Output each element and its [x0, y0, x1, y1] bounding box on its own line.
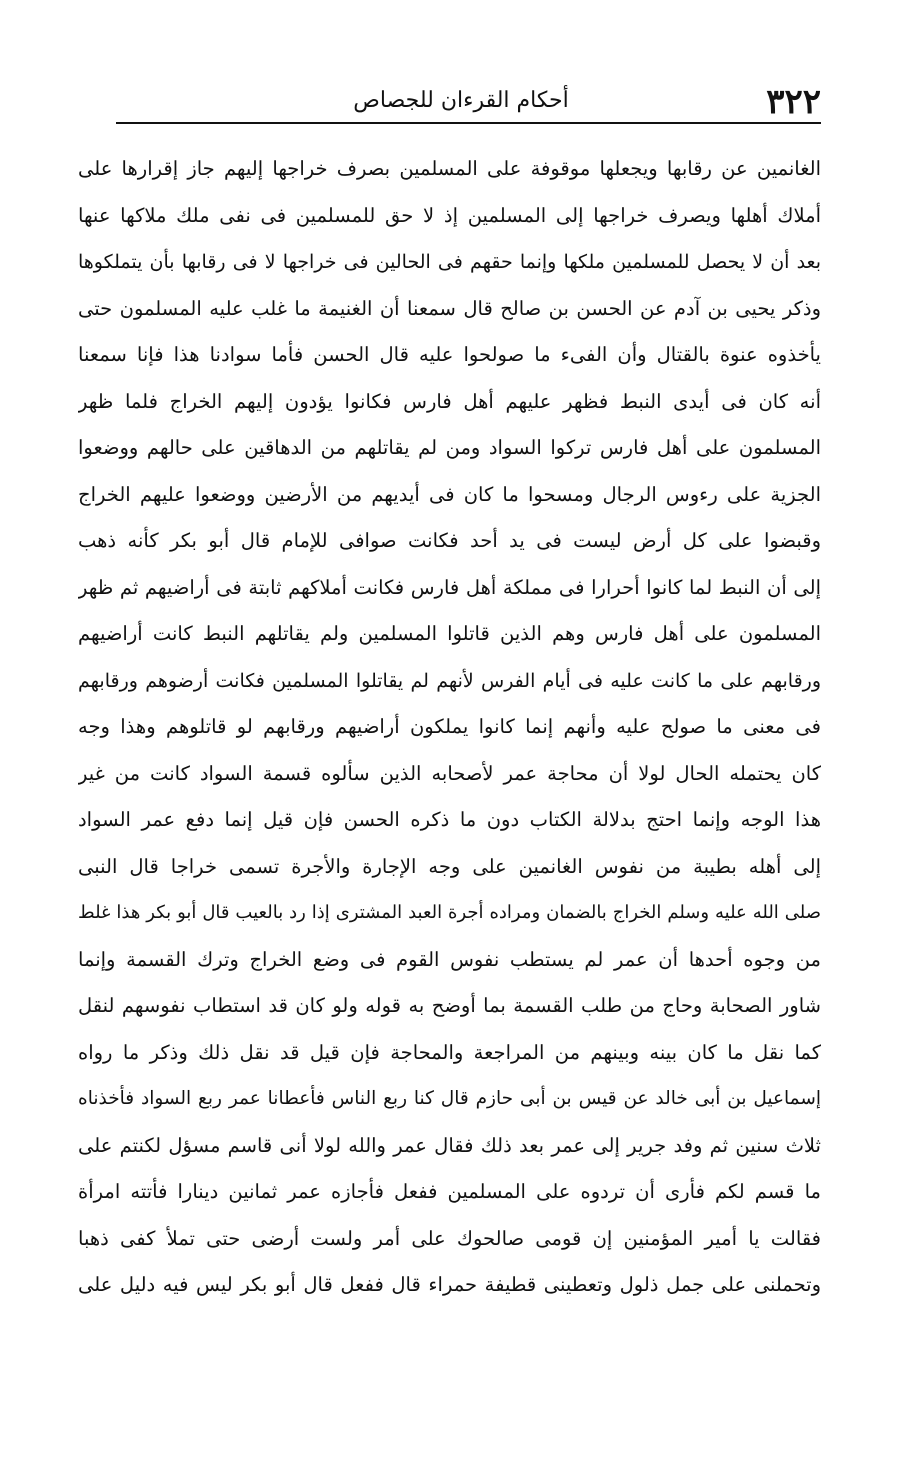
text-line: إسماعيل بن أبى خالد عن قيس بن أبى حازم قال كنا ربع الناس فأعطانا عمر ربع السواد فأخذناه — [78, 1088, 821, 1109]
text-line: كان يحتمله الحال لولا أن محاجة عمر لأصحابه الذين سألوه قسمة السواد كانت من غير — [78, 761, 821, 785]
text-line: ثلاث سنين ثم وفد جرير إلى عمر بعد ذلك فقال عمر والله لولا أنى قاسم مسؤل لكنتم على — [78, 1133, 821, 1157]
page-number: ٣٢٢ — [766, 82, 821, 122]
text-line: بعد أن لا يحصل للمسلمين ملكها وإنما حقهم فى الحالين فى خراجها لا فى رقابها بأن يتملكوها — [78, 251, 821, 273]
text-line: فقالت يا أمير المؤمنين إن قومى صالحوك على أمر ولست أرضى حتى تملأ كفى ذهبا — [78, 1226, 821, 1250]
text-line: ما قسم لكم فأرى أن تردوه على المسلمين ففعل فأجازه عمر ثمانين دينارا فأتته امرأة — [78, 1180, 821, 1203]
text-line: إلى أن النبط لما كانوا أحرارا فى مملكة أهل فارس فكانت أملاكهم ثابتة فى أراضيهم ثم ظهر — [78, 575, 821, 599]
text-line: وتحملنى على جمل ذلول وتعطينى قطيفة حمراء قال ففعل قال أبو بكر ليس فيه دليل على — [78, 1273, 821, 1296]
text-line: فى معنى ما صولح عليه وأنهم إنما كانوا يملكون أراضيهم ورقابهم لو قاتلوهم وهذا وجه — [78, 715, 821, 738]
header-rule — [116, 122, 821, 124]
body-text — [78, 146, 821, 1309]
page-header — [116, 70, 821, 122]
text-line: ورقابهم على ما كانت عليه فى أيام الفرس لأنهم لم يقاتلوا المسلمين فكانت أرضوهم ورقابهم — [78, 669, 821, 692]
text-line: إلى أهله بطيبة من نفوس الغانمين على وجه الإجارة والأجرة تسمى خراجا قال النبى — [78, 854, 821, 878]
text-line: وقبضوا على كل أرض ليست فى يد أحد فكانت صوافى للإمام قال أبو بكر كأنه ذهب — [78, 529, 821, 552]
text-line: يأخذوه عنوة بالقتال وأن الفىء ما صولحوا عليه قال الحسن فأما سوادنا هذا فإنا سمعنا — [78, 343, 821, 366]
text-line: هذا الوجه وإنما احتج بدلالة الكتاب دون ما ذكره الحسن فإن قيل إنما دفع عمر السواد — [78, 808, 821, 831]
text-line: أملاك أهلها ويصرف خراجها إلى المسلمين إذ لا حق للمسلمين فى نفى ملك ملاكها عنها — [78, 203, 821, 227]
text-line: من وجوه أحدها أن عمر لم يستطب نفوس القوم فى وضع الخراج وترك القسمة وإنما — [78, 947, 821, 971]
text-line: شاور الصحابة وحاج من طلب القسمة بما أوضح به قوله ولو كان قد استطاب نفوسهم لنقل — [78, 994, 821, 1017]
running-title: أحكام القرءان للجصاص — [353, 88, 569, 113]
text-line: الجزية على رءوس الرجال ومسحوا ما كان فى أيديهم من الأرضين ووضعوا عليهم الخراج — [78, 482, 821, 506]
text-line: الغانمين عن رقابها ويجعلها موقوفة على المسلمين بصرف خراجها إليهم جاز إقرارها على — [78, 157, 821, 180]
text-line: وذكر يحيى بن آدم عن الحسن بن صالح قال سمعنا أن الغنيمة ما غلب عليه المسلمون حتى — [78, 296, 821, 320]
text-line: صلى الله عليه وسلم الخراج بالضمان ومراده أجرة العبد المشترى إذا رد بالعيب قال أبو بكر هذا غلط — [78, 902, 821, 923]
text-line: المسلمون على أهل فارس تركوا السواد ومن لم يقاتلهم من الدهاقين على حالهم ووضعوا — [78, 436, 821, 459]
text-line: أنه كان فى أيدى النبط فظهر عليهم أهل فارس فكانوا يؤدون إليهم الخراج فلما ظهر — [78, 389, 821, 413]
text-line: كما نقل ما كان بينه وبينهم من المراجعة والمحاجة فإن قيل قد نقل ذلك وذكر ما رواه — [78, 1040, 821, 1064]
text-line: المسلمون على أهل فارس وهم الذين قاتلوا المسلمين ولم يقاتلهم النبط كانت أراضيهم — [78, 622, 821, 645]
